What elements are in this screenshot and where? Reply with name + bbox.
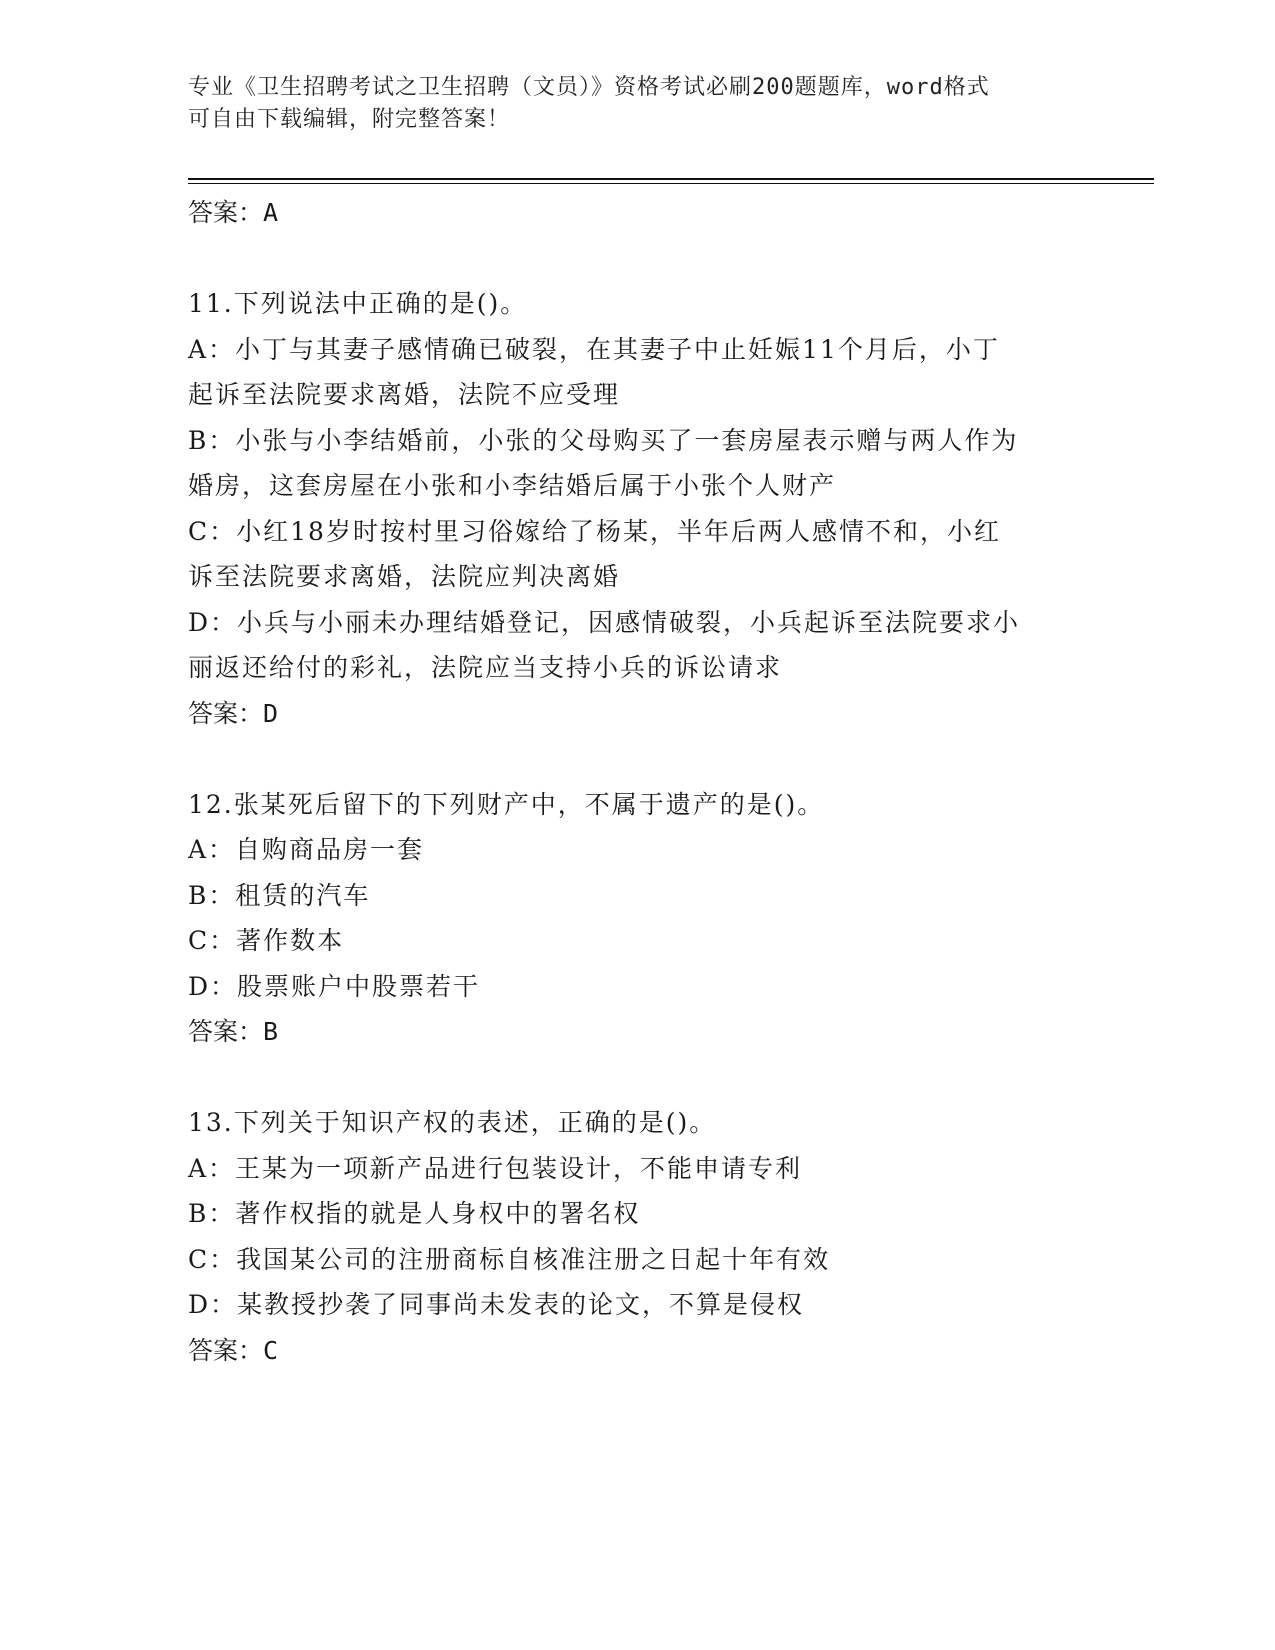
option-a: A：王某为一项新产品进行包装设计，不能申请专利 — [188, 1153, 803, 1183]
option-d-continued: 丽返还给付的彩礼，法院应当支持小兵的诉讼请求 — [188, 653, 783, 682]
header-divider — [188, 178, 1154, 180]
header-line: 可自由下载编辑，附完整答案！ — [188, 107, 511, 132]
answer-line: 答案：A — [188, 198, 279, 227]
question-block — [188, 281, 1088, 736]
option-c: C：小红18岁时按村里习俗嫁给了杨某，半年后两人感情不和，小红 — [188, 516, 1001, 546]
option-d: D：股票账户中股票若干 — [188, 971, 481, 1001]
option-b: B：小张与小李结婚前，小张的父母购买了一套房屋表示赠与两人作为 — [188, 425, 1019, 455]
option-a-continued: 起诉至法院要求离婚，法院不应受理 — [188, 380, 621, 409]
question-stem: 13.下列关于知识产权的表述，正确的是()。 — [188, 1108, 717, 1137]
header-divider — [188, 183, 1154, 184]
option-d: D：小兵与小丽未办理结婚登记，因感情破裂，小兵起诉至法院要求小 — [188, 607, 1021, 637]
page-header — [188, 72, 1088, 136]
option-a: A：小丁与其妻子感情确已破裂，在其妻子中止妊娠11个月后，小丁 — [188, 334, 1000, 364]
option-a: A：自购商品房一套 — [188, 835, 425, 864]
answer-line: 答案：B — [188, 1017, 279, 1046]
question-list — [188, 190, 1088, 1373]
option-b-continued: 婚房，这套房屋在小张和小李结婚后属于小张个人财产 — [188, 471, 837, 500]
question-block — [188, 1100, 1088, 1373]
option-d: D：某教授抄袭了同事尚未发表的论文，不算是侵权 — [188, 1290, 805, 1319]
option-c-continued: 诉至法院要求离婚，法院应判决离婚 — [188, 562, 621, 591]
answer-line: 答案：D — [188, 698, 279, 728]
question-stem: 12.张某死后留下的下列财产中，不属于遗产的是()。 — [188, 789, 825, 819]
option-c: C：我国某公司的注册商标自核准注册之日起十年有效 — [188, 1244, 831, 1274]
question-stem: 11.下列说法中正确的是()。 — [188, 289, 528, 318]
option-b: B：租赁的汽车 — [188, 880, 371, 910]
header-line: 专业《卫生招聘考试之卫生招聘（文员）》资格考试必刷200题题库，word格式 — [188, 75, 990, 100]
option-b: B：著作权指的就是人身权中的署名权 — [188, 1199, 641, 1228]
question-block — [188, 782, 1088, 1055]
option-c: C：著作数本 — [188, 926, 345, 955]
answer-line: 答案：C — [188, 1335, 279, 1365]
